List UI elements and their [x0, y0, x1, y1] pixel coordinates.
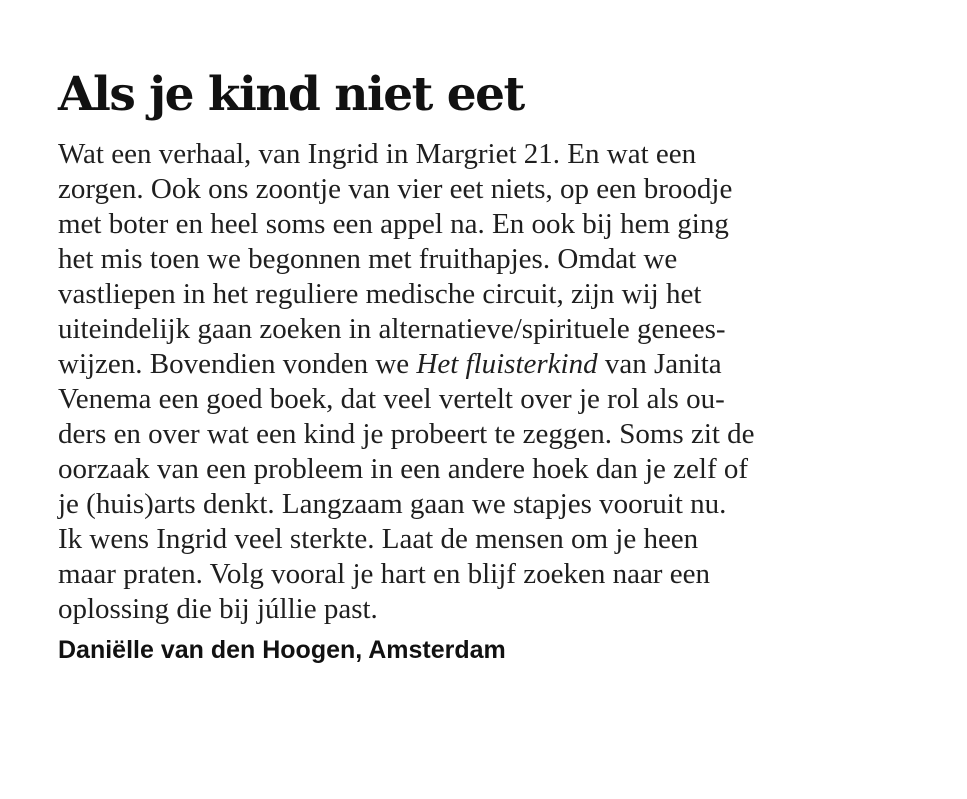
body-line-text: van Janita	[597, 348, 722, 380]
body-line: zorgen. Ook ons zoontje van vier eet niets, op een broodje	[58, 173, 733, 205]
article-title: Als je kind niet eet	[58, 67, 524, 122]
body-line: uiteindelijk gaan zoeken in alternatieve/spirituele genees-	[58, 313, 726, 345]
book-title: Het fluisterkind	[416, 348, 598, 380]
letter-signature: Daniëlle van den Hoogen, Amsterdam	[58, 636, 506, 664]
body-line: vastliepen in het reguliere medische circuit, zijn wij het	[58, 278, 702, 310]
body-line-text: wijzen. Bovendien vonden we	[58, 348, 417, 380]
body-line: Wat een verhaal, van Ingrid in Margriet 21. En wat een	[58, 138, 697, 170]
body-line: met boter en heel soms een appel na. En ook bij hem ging	[58, 208, 729, 240]
body-line: oorzaak van een probleem in een andere hoek dan je zelf of	[58, 453, 749, 485]
letter-article	[58, 62, 938, 669]
body-line: maar praten. Volg vooral je hart en blijf zoeken naar een	[58, 558, 710, 590]
body-line: Venema een goed boek, dat veel vertelt over je rol als ou-	[58, 383, 725, 415]
body-line: oplossing die bij júllie past.	[58, 593, 378, 625]
body-line: ders en over wat een kind je probeert te zeggen. Soms zit de	[58, 418, 755, 450]
body-line: Ik wens Ingrid veel sterkte. Laat de mensen om je heen	[58, 523, 699, 555]
article-body	[58, 137, 938, 627]
body-line: het mis toen we begonnen met fruithapjes. Omdat we	[58, 243, 678, 275]
body-line: je (huis)arts denkt. Langzaam gaan we stapjes vooruit nu.	[58, 488, 727, 520]
body-line	[58, 347, 938, 382]
